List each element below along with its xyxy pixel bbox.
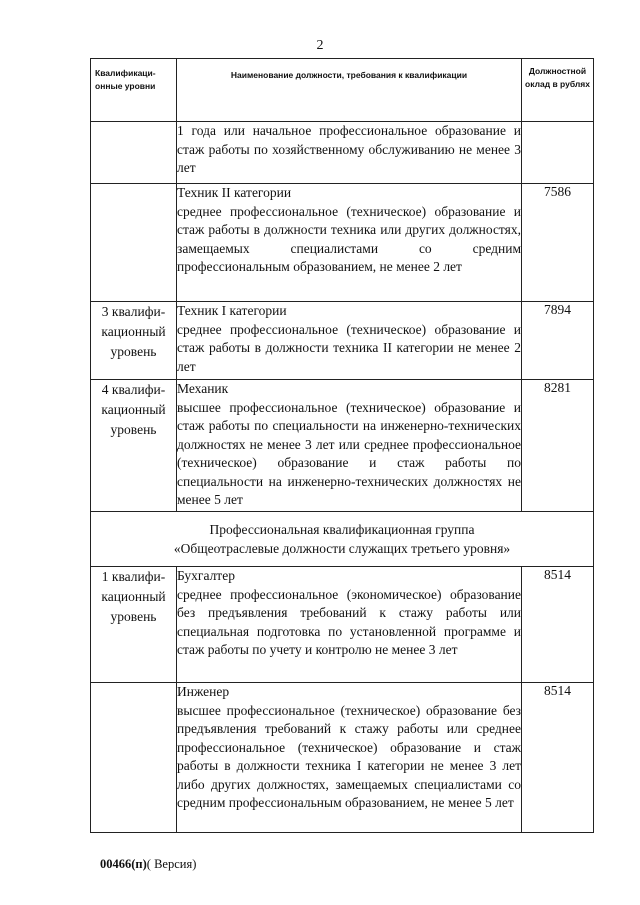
table-row <box>91 380 594 512</box>
row-text: высшее профессиональное (техническое) образование без предъявления требований к стажу работы или среднее профессиональное (техническое) образование и стаж работы в должности техника I категории не менее 3 лет либо других должностях, замещаемых специалистами со средним профессиональным образованием, не менее 5 лет <box>177 702 521 810</box>
row-salary: 7894 <box>522 302 594 380</box>
group-title <box>91 512 594 567</box>
row-description <box>177 380 522 512</box>
qualification-table <box>90 58 594 833</box>
row-description <box>177 122 522 184</box>
document-version: ( Версия) <box>146 857 197 871</box>
row-level: 1 квалифи-кационный уровень <box>91 567 177 683</box>
row-salary <box>522 122 594 184</box>
row-level: 3 квалифи-кационный уровень <box>91 302 177 380</box>
row-salary: 8281 <box>522 380 594 512</box>
row-title: Механик <box>177 381 229 396</box>
table-row <box>91 567 594 683</box>
header-position: Наименование должности, требования к квалификации <box>177 59 522 122</box>
row-title: Инженер <box>177 684 230 699</box>
row-text: среднее профессиональное (экономическое) образование без предъявления требований к стажу работы или специальная подготовка по установленной программе и стаж работы по учету и контролю не менее 3 лет <box>177 586 521 657</box>
table-row <box>91 302 594 380</box>
row-title: Техник I категории <box>177 303 287 318</box>
group-title-line1: Профессиональная квалификационная группа <box>209 522 475 537</box>
group-header-row <box>91 512 594 567</box>
document-footer <box>100 857 196 872</box>
document-code: 00466(п) <box>100 857 147 871</box>
page-number: 2 <box>316 38 324 53</box>
row-description <box>177 683 522 833</box>
table-header-row <box>91 59 594 122</box>
table-row <box>91 683 594 833</box>
table-row <box>91 122 594 184</box>
row-level <box>91 184 177 302</box>
row-description <box>177 184 522 302</box>
row-text: высшее профессиональное (техническое) образование и стаж работы по специальности на инженерно-технических должностях не менее 3 лет или среднее профессиональное (техническое) образование и стаж работы по специальности на инженерно-технических должностях не менее 5 лет <box>177 399 521 507</box>
row-level <box>91 683 177 833</box>
table-row <box>91 184 594 302</box>
row-text: среднее профессиональное (техническое) образование и стаж работы в должности техника или других должностях, замещаемых специалистами со средним профессиональным образованием, не менее 2 лет <box>177 203 521 274</box>
header-levels: Квалификаци-онные уровни <box>91 59 177 122</box>
row-level <box>91 122 177 184</box>
row-description <box>177 567 522 683</box>
row-salary: 7586 <box>522 184 594 302</box>
row-title: Техник II категории <box>177 185 292 200</box>
row-level: 4 квалифи-кационный уровень <box>91 380 177 512</box>
row-text: среднее профессиональное (техническое) образование и стаж работы в должности техника II категории не менее 2 лет <box>177 321 521 374</box>
row-text: 1 года или начальное профессиональное образование и стаж работы по хозяйственному обслуживанию не менее 3 лет <box>177 123 521 175</box>
row-title: Бухгалтер <box>177 568 235 583</box>
row-salary: 8514 <box>522 683 594 833</box>
row-description <box>177 302 522 380</box>
group-title-line2: «Общеотраслевые должности служащих третьего уровня» <box>173 541 511 556</box>
row-salary: 8514 <box>522 567 594 683</box>
header-salary: Должностной оклад в рублях <box>522 59 594 122</box>
